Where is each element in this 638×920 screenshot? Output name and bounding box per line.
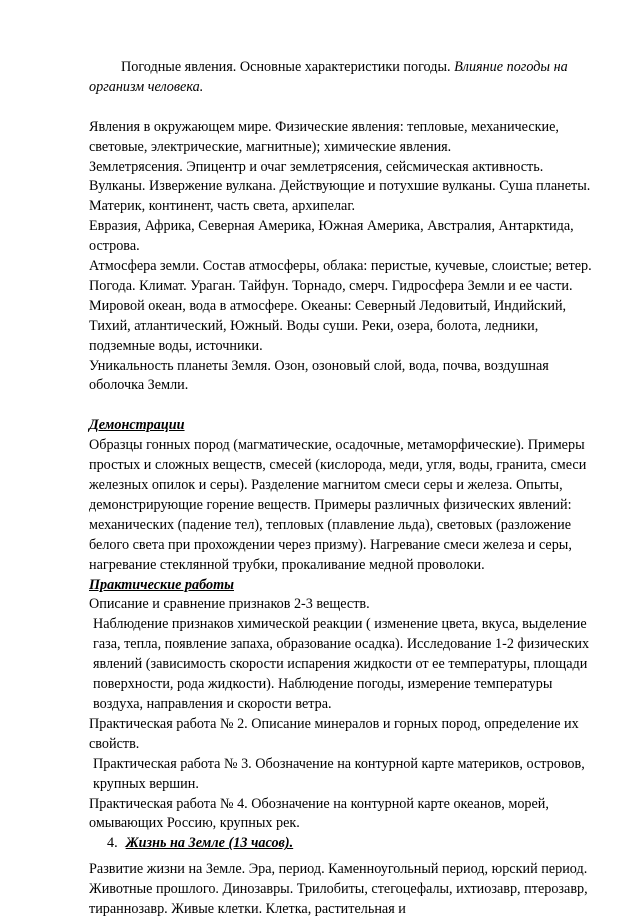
practical-item: Практическая работа № 3. Обозначение на контурной карте материков, островов, крупных вершин. [93, 755, 585, 792]
topic-paragraph: Явления в окружающем мире. Физические явления: тепловые, механические, световые, электрические, магнитные); химические явления. [89, 118, 559, 155]
section-title-text: Жизнь на Земле (13 часов). [125, 835, 294, 852]
practical-item: Практическая работа № 2. Описание минералов и горных пород, определение их свойств. [89, 715, 579, 752]
practical-item: Наблюдение признаков химической реакции ( изменение цвета, вкуса, выделение газа, тепла, появление запаха, образование осадка). Исследование 1-2 физических явлений (зависимость скорости испарения жидкости от ее температуры, площади поверхности, рода жидкости). Наблюдение погоды, измерение температуры воздуха, направления и скорости ветра. [93, 616, 590, 712]
intro-paragraph [89, 58, 599, 98]
topic-paragraph: Евразия, Африка, Северная Америка, Южная Америка, Австралия, Антарктида, острова. [89, 218, 574, 255]
topic-paragraph: Атмосфера земли. Состав атмосферы, облака: перистые, кучевые, слоистые; ветер. Погода. Климат. Ураган. Тайфун. Торнадо, смерч. Гидросфера Земли и ее части. Мировой океан, вода в атмосфере. Океаны: Северный Ледовитый, Индийский, Тихий, атлантический, Южный. Воды суши. Реки, озера, болота, ледники, подземные воды, источники. [89, 258, 592, 354]
closing-paragraph: Развитие жизни на Земле. Эра, период. Каменноугольный период, юрский период. Животные прошлого. Динозавры. Трилобиты, стегоцефалы, ихтиозавр, птерозавр, тираннозавр. Живые клетки. Клетка, растительная и [89, 861, 588, 918]
topic-paragraph: Землетрясения. Эпицентр и очаг землетрясения, сейсмическая активность. Вулканы. Извержение вулкана. Действующие и потухшие вулканы. Суша планеты. Материк, континент, часть света, архипелаг. [89, 158, 591, 215]
intro-italic-text: Влияние погоды на организм человека. [89, 59, 568, 95]
demonstrations-text: Образцы гонных пород (магматические, осадочные, метаморфические). Примеры простых и сложных веществ, смесей (кислорода, меди, угля, воды, гранита, смеси железных опилок и серы). Разделение магнитом смеси серы и железа. Опыты, демонстрирующие горение веществ. Примеры различных физических явлений: механических (падение тел), тепловых (плавление льда), световых (разложение белого света при прохождении через призму). Нагревание смеси железа и серы, нагревание стеклянной трубки, прокаливание медной проволоки. [89, 437, 587, 573]
practical-heading: Практические работы [89, 576, 234, 593]
document-body [89, 58, 599, 920]
topic-paragraph: Уникальность планеты Земля. Озон, озоновый слой, вода, почва, воздушная оболочка Земли. [89, 357, 549, 394]
practical-item: Практическая работа № 4. Обозначение на контурной карте океанов, морей, омывающих Россию, крупных рек. [89, 795, 549, 832]
section-4-title [89, 834, 599, 854]
demonstrations-heading: Демонстрации [89, 417, 185, 434]
intro-text: Погодные явления. Основные характеристики погоды. [121, 59, 455, 75]
section-number: 4. [107, 835, 118, 852]
practical-item: Описание и сравнение признаков 2-3 веществ. [89, 596, 370, 613]
blank-line [89, 98, 599, 118]
blank-line [89, 396, 599, 416]
